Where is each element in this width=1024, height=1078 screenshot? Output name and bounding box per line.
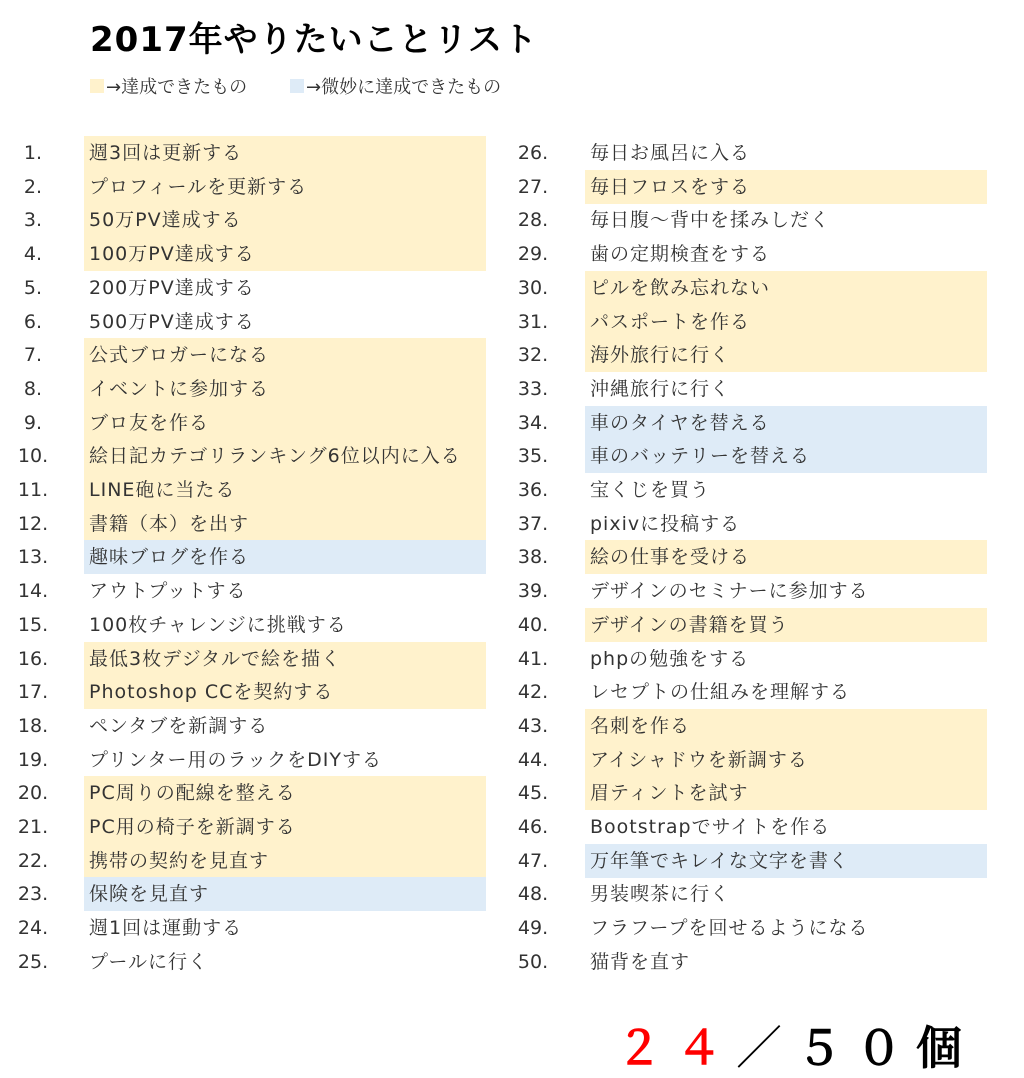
item-text: 保険を見直す [89, 883, 210, 906]
item-number: 36. [517, 479, 549, 501]
item-number: 9. [23, 411, 43, 434]
item-text: 100枚チャレンジに挑戦する [89, 613, 347, 636]
item-number: 38. [517, 546, 549, 569]
item-number: 17. [17, 681, 49, 704]
item-number: 42. [517, 681, 549, 704]
item-number: 29. [517, 243, 549, 266]
item-number: 30. [517, 276, 549, 299]
item-text: 絵日記カテゴリランキング6位以内に入る [89, 445, 461, 468]
item-number: 31. [517, 310, 549, 333]
item-text: 最低3枚デジタルで絵を描く [89, 647, 341, 670]
legend-partial [290, 74, 501, 98]
item-number: 27. [517, 175, 549, 198]
score-done-count: ２４ [616, 1021, 736, 1075]
item-text: 万年筆でキレイな文字を書く [590, 849, 849, 872]
item-number: 19. [17, 748, 49, 771]
item-text: プリンター用のラックをDIYする [89, 748, 382, 771]
item-number: 50. [517, 950, 549, 973]
item-text: 毎日フロスをする [590, 175, 751, 198]
item-text: 毎日腹～背中を揉みしだく [590, 209, 831, 232]
item-text: プールに行く [89, 950, 209, 973]
item-text: 車のタイヤを替える [590, 411, 770, 434]
item-number: 45. [517, 782, 549, 805]
item-text: PC用の椅子を新調する [89, 816, 296, 838]
item-text: 沖縄旅行に行く [590, 377, 731, 400]
legend-done [90, 74, 247, 98]
item-text: デザインのセミナーに参加する [590, 580, 869, 603]
item-number: 15. [17, 613, 49, 636]
item-text: 絵の仕事を受ける [590, 546, 751, 569]
item-number: 47. [517, 849, 549, 872]
item-number: 34. [517, 411, 549, 434]
item-number: 6. [23, 310, 43, 333]
item-text: 猫背を直す [590, 950, 691, 973]
item-text: 車のバッテリーを替える [590, 445, 811, 468]
item-number: 24. [17, 917, 49, 940]
item-number: 39. [517, 580, 549, 603]
score-unit: 個 [916, 1021, 976, 1075]
item-text: 眉ティントを試す [590, 782, 749, 805]
item-text: アウトプットする [89, 580, 247, 603]
legend-done-swatch [90, 79, 104, 93]
item-number: 28. [517, 209, 549, 232]
item-text: 200万PV達成する [89, 276, 255, 299]
item-number: 4. [23, 243, 43, 266]
item-text: ペンタブを新調する [89, 714, 269, 737]
legend-done-label: →達成できたもの [106, 77, 248, 98]
page-title: 2017年やりたいことリスト [90, 20, 538, 60]
item-text: パスポートを作る [590, 310, 751, 333]
item-text: フラフープを回せるようになる [590, 917, 869, 940]
item-text: 携帯の契約を見直す [89, 849, 270, 872]
item-number: 25. [17, 950, 49, 973]
item-number: 16. [17, 647, 49, 670]
item-text: 歯の定期検査をする [590, 243, 771, 266]
item-text: イベントに参加する [89, 377, 270, 400]
legend-partial-swatch [290, 79, 304, 93]
item-number: 10. [17, 445, 49, 468]
item-text: 海外旅行に行く [590, 344, 731, 367]
item-text: レセプトの仕組みを理解する [590, 681, 851, 704]
item-text: LINE砲に当たる [89, 479, 236, 501]
item-text: ピルを飲み忘れない [590, 276, 771, 299]
item-number: 3. [23, 209, 43, 232]
item-number: 18. [17, 714, 49, 737]
item-text: ブロ友を作る [89, 411, 210, 434]
item-text: 100万PV達成する [89, 243, 255, 266]
item-number: 14. [17, 580, 49, 603]
item-text: 50万PV達成する [89, 209, 242, 232]
legend-partial-label: →微妙に達成できたもの [306, 77, 502, 98]
item-number: 40. [517, 613, 549, 636]
item-text: PC周りの配線を整える [89, 782, 296, 805]
item-text: 男装喫茶に行く [590, 883, 731, 906]
item-number: 32. [517, 344, 549, 367]
item-text: 書籍（本）を出す [89, 512, 250, 535]
item-number: 23. [17, 883, 49, 906]
item-number: 48. [517, 883, 549, 906]
item-number: 13. [17, 546, 49, 569]
item-text: プロフィールを更新する [89, 175, 308, 198]
item-number: 5. [23, 276, 43, 299]
item-number: 1. [23, 142, 43, 164]
item-text: 500万PV達成する [89, 310, 255, 333]
item-text: 公式ブロガーになる [89, 344, 270, 367]
item-number: 2. [23, 175, 43, 198]
item-text: phpの勉強をする [590, 647, 750, 670]
score-summary [616, 1012, 976, 1078]
item-number: 26. [517, 142, 549, 164]
score-separator: ／ [736, 1021, 796, 1075]
item-number: 49. [517, 917, 549, 940]
item-number: 35. [517, 445, 549, 468]
item-number: 41. [517, 647, 549, 670]
item-number: 21. [17, 816, 49, 838]
item-text: Bootstrapでサイトを作る [590, 816, 831, 838]
item-number: 12. [17, 512, 49, 535]
item-text: Photoshop CCを契約する [89, 681, 334, 704]
item-text: pixivに投稿する [590, 512, 741, 535]
item-number: 44. [517, 748, 549, 771]
score-total: ５０ [796, 1021, 916, 1075]
item-number: 22. [17, 849, 49, 872]
item-number: 11. [17, 479, 49, 501]
item-number: 37. [517, 512, 549, 535]
item-text: 毎日お風呂に入る [590, 142, 751, 164]
item-text: アイシャドウを新調する [590, 748, 808, 771]
item-number: 43. [517, 714, 549, 737]
item-number: 33. [517, 377, 549, 400]
item-text: デザインの書籍を買う [590, 613, 789, 636]
item-text: 週3回は更新する [89, 142, 243, 164]
item-text: 週1回は運動する [89, 917, 243, 940]
item-number: 20. [17, 782, 49, 805]
item-text: 名刺を作る [590, 714, 691, 737]
item-number: 7. [23, 344, 43, 367]
item-number: 8. [23, 377, 43, 400]
item-text: 趣味ブログを作る [89, 546, 250, 569]
item-text: 宝くじを買う [590, 479, 711, 501]
item-number: 46. [517, 816, 549, 838]
